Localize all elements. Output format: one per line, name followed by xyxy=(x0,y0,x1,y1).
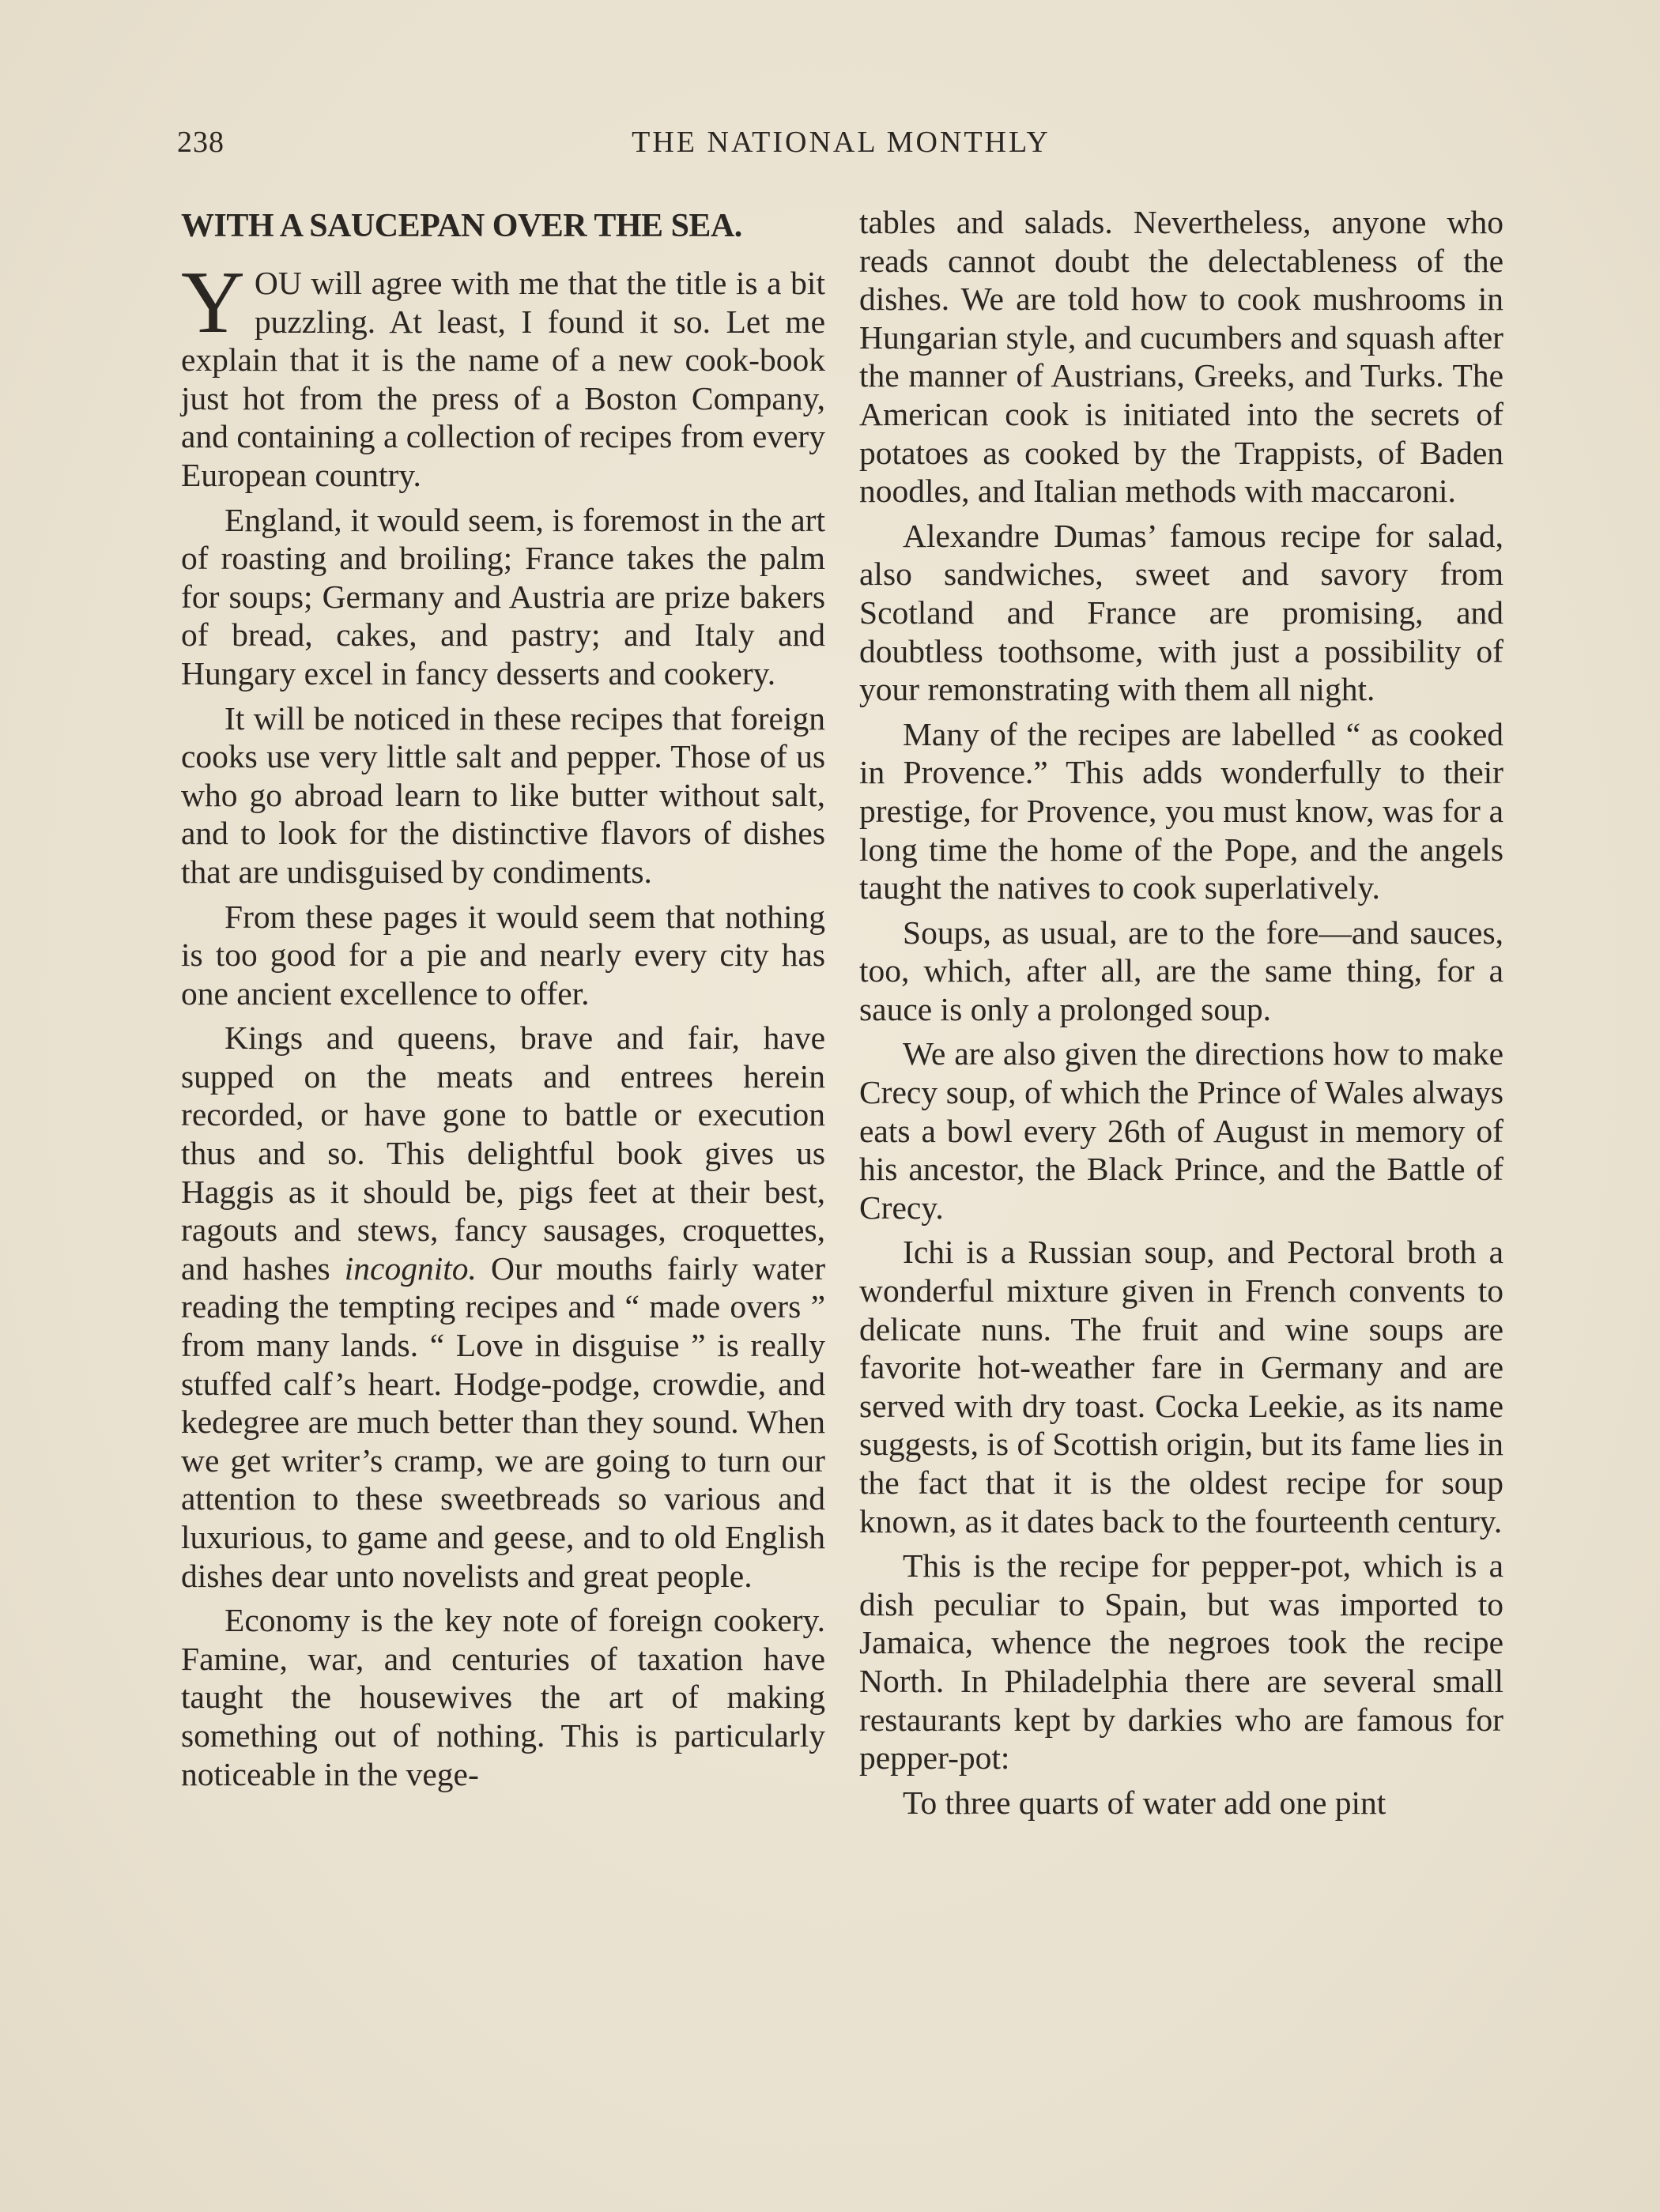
paragraph-text: Kings and queens, brave and fair, have supped on the meats and entrees herein recorded, or have gone to battle or execution thus and so. This delightful book gives us Haggis as it should be, pigs feet at their best, ragouts and stews, fancy sausages, croquettes, and hashes xyxy=(181,1019,825,1287)
right-column xyxy=(859,203,1503,1828)
running-head xyxy=(177,125,1505,164)
paragraph: Soups, as usual, are to the fore—and sauces, too, which, after all, are the same thing, for a sauce is only a prolonged soup. xyxy=(859,914,1503,1027)
paragraph: We are also given the directions how to make Crecy soup, of which the Prince of Wales always eats a bowl every 26th of August in memory of his ancestor, the Black Prince, and the Battle of Crecy. xyxy=(859,1035,1503,1226)
page-number: 238 xyxy=(177,126,224,159)
paragraph: To three quarts of water add one pint xyxy=(903,1784,1386,1821)
paragraph-text: OU will agree with me that the title is a bit puzzling. At least, I found it so. Let me explain that it is the name of a new cook-book just hot from the press of a Boston Company, and containing a collection of recipes from every European country. xyxy=(181,265,825,493)
paragraph xyxy=(181,1019,825,1595)
italic-word: incognito. xyxy=(344,1249,477,1287)
paragraph-continued: tables and salads. Nevertheless, anyone who reads cannot doubt the delectableness of the dishes. We are told how to cook mushrooms in Hungarian style, and cucumbers and squash after the manner of Austrians, Greeks, and Turks. The American cook is initiated into the secrets of potatoes as cooked by the Trappists, of Baden noodles, and Italian methods with maccaroni. xyxy=(859,204,1503,510)
paragraph: England, it would seem, is foremost in the art of roasting and broiling; France takes the palm for soups; Germany and Austria are prize bakers of bread, cakes, and pastry; and Italy and Hungary excel in fancy desserts and cookery. xyxy=(181,501,825,691)
paragraph: Ichi is a Russian soup, and Pectoral broth a wonderful mixture given in French convents to delicate nuns. The fruit and wine soups are favorite hot-weather fare in Germany and are served with dry toast. Cocka Leekie, as its name suggests, is of Scottish origin, but its fame lies in the fact that it is the oldest recipe for soup known, as it dates back to the fourteenth century. xyxy=(859,1234,1503,1539)
paragraph: From these pages it would seem that nothing is too good for a pie and nearly every city has one ancient excellence to offer. xyxy=(181,898,825,1012)
left-column xyxy=(181,207,825,1799)
paragraph-text: Our mouths fairly water reading the tempting recipes and “ made overs ” from many lands. “ Love in disguise ” is really stuffed calf’s heart. Hodge-podge, crowdie, and kedegree are much better than they sound. When we get writer’s cramp, we are going to turn our attention to these sweetbreads so various and luxurious, to game and geese, and to old English dishes dear unto novelists and great people. xyxy=(181,1249,826,1594)
paragraph: This is the recipe for pepper-pot, which is a dish peculiar to Spain, but was imported to Jamaica, whence the negroes took the recipe North. In Philadelphia there are several small restaurants kept by darkies who are famous for pepper-pot: xyxy=(859,1547,1503,1777)
paragraph: It will be noticed in these recipes that foreign cooks use very little salt and pepper. Those of us who go abroad learn to like butter without salt, and to look for the distinctive flavors of dishes that are undisguised by condiments. xyxy=(181,699,825,890)
article-title: WITH A SAUCEPAN OVER THE SEA. xyxy=(181,208,742,244)
paragraph: Many of the recipes are labelled “ as cooked in Provence.” This adds wonderfully to their prestige, for Provence, you must know, was for a long time the home of the Pope, and the angels taught the natives to cook superlatively. xyxy=(859,715,1503,906)
paragraph xyxy=(181,254,825,495)
drop-cap: Y xyxy=(181,254,245,352)
paragraph: Alexandre Dumas’ famous recipe for salad, also sandwiches, sweet and savory from Scotland and France are promising, and doubtless toothsome, with just a possibility of your remonstrating with them all night. xyxy=(859,517,1503,708)
journal-title: THE NATIONAL MONTHLY xyxy=(632,126,1051,159)
paragraph: Economy is the key note of foreign cookery. Famine, war, and centuries of taxation have taught the housewives the art of making something out of nothing. This is particularly noticeable in the vege- xyxy=(181,1602,825,1792)
